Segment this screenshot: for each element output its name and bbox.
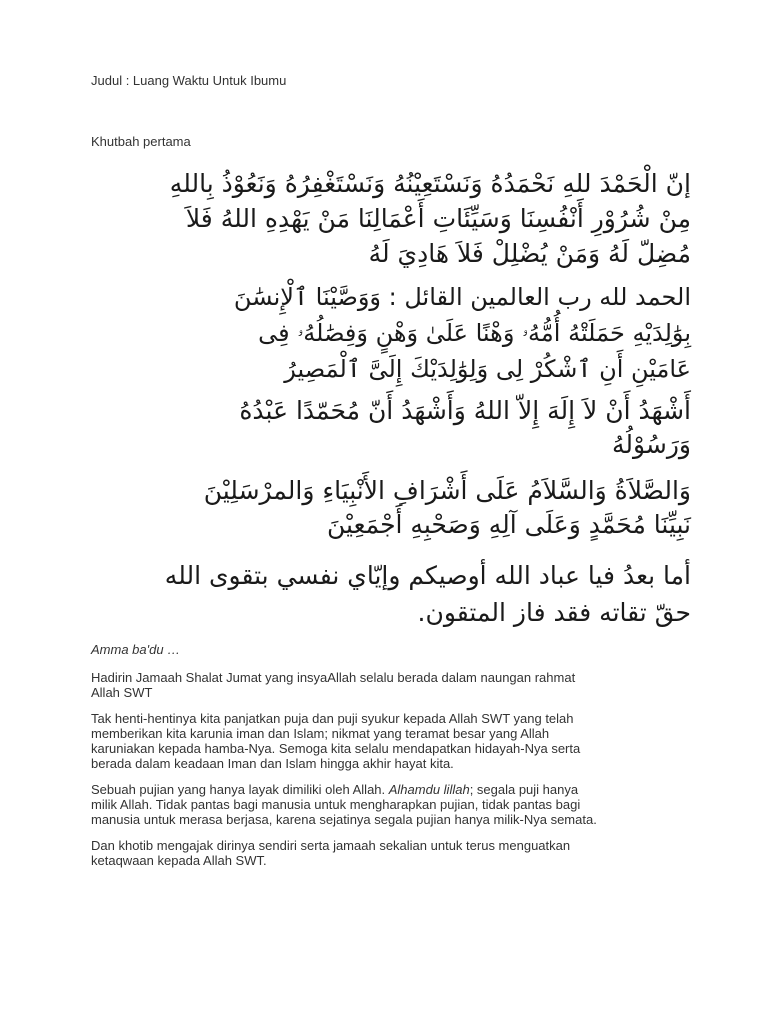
arabic-line: بِوَٰلِدَيْهِ حَمَلَتْهُ أُمُّهُۥ وَهْنًا عَلَىٰ وَهْنٍ وَفِصَٰلُهُۥ فِى <box>258 319 691 347</box>
paragraph-text: ; segala puji hanya <box>469 782 579 797</box>
paragraph-line: berada dalam keadaan Iman dan Islam hingga akhir hayat kita. <box>91 756 454 771</box>
paragraph-greeting <box>91 670 575 700</box>
arabic-line: الحمد لله رب العالمين القائل : وَوَصَّيْنَا ٱلْإِنسَٰنَ <box>233 283 691 311</box>
paragraph-text: Sebuah pujian yang hanya layak dimiliki oleh Allah. <box>91 782 389 797</box>
arabic-line: حقّ تقاته فقد فاز المتقون. <box>417 598 691 627</box>
arabic-line: وَالصَّلاَةُ وَالسَّلاَمُ عَلَى أَشْرَافِ الأَنْبِيَاءِ وَالمرْسَلِيْنَ <box>203 476 691 505</box>
arabic-line: عَامَيْنِ أَنِ ٱشْكُرْ لِى وَلِوَٰلِدَيْكَ إِلَىَّ ٱلْمَصِيرُ <box>284 355 691 383</box>
paragraph-line: Hadirin Jamaah Shalat Jumat yang insyaAllah selalu berada dalam naungan rahmat <box>91 670 576 685</box>
arabic-line: نَبِيِّنَا مُحَمَّدٍ وَعَلَى آلِهِ وَصَحْبِهِ أَجْمَعِيْنَ <box>327 510 691 539</box>
paragraph-line <box>91 782 597 797</box>
paragraph-line: memberikan kita karunia iman dan Islam; nikmat yang teramat besar yang Allah <box>91 726 550 741</box>
arabic-line: مُضِلّ لَهُ وَمَنْ يُضْلِلْ فَلاَ هَادِيَ لَهُ <box>368 239 691 268</box>
paragraph-line: ketaqwaan kepada Allah SWT. <box>91 853 267 868</box>
arabic-line: أما بعدُ فيا عباد الله أوصيكم وإيّاي نفسي بتقوى الله <box>164 561 691 590</box>
document-title: Judul : Luang Waktu Untuk Ibumu <box>91 73 287 88</box>
arabic-line: وَرَسُوْلُهُ <box>611 430 691 459</box>
arabic-line: مِنْ شُرُوْرِ أَنْفُسِنَا وَسَيِّئَاتِ أَعْمَالِنَا مَنْ يَهْدِهِ اللهُ فَلاَ <box>185 204 691 233</box>
paragraph-line: Allah SWT <box>91 685 153 700</box>
section-heading: Khutbah pertama <box>91 134 191 149</box>
paragraph-line: manusia untuk merasa berjasa, karena sejatinya segala pujian hanya milik-Nya semata. <box>91 812 597 827</box>
alhamdu-lillah-text: Alhamdu lillah <box>388 782 470 797</box>
arabic-quran-verse <box>92 279 691 387</box>
paragraph-line: karuniakan kepada hamba-Nya. Semoga kita selalu mendapatkan hidayah-Nya serta <box>91 741 581 756</box>
arabic-opening-praise <box>92 166 691 271</box>
paragraph-praise <box>91 782 597 827</box>
paragraph-line: Dan khotib mengajak dirinya sendiri serta jamaah sekalian untuk terus menguatkan <box>91 838 571 853</box>
arabic-shahada <box>92 394 691 462</box>
amma-badu-label: Amma ba'du … <box>91 642 181 657</box>
paragraph-line: Tak henti-hentinya kita panjatkan puja dan puji syukur kepada Allah SWT yang telah <box>91 711 574 726</box>
arabic-amma-bad <box>92 557 691 631</box>
paragraph-line: milik Allah. Tidak pantas bagi manusia untuk mengharapkan pujian, tidak pantas bagi <box>91 797 581 812</box>
paragraph-gratitude <box>91 711 580 771</box>
paragraph-closing <box>91 838 570 868</box>
arabic-line: إنّ الْحَمْدَ للهِ نَحْمَدُهُ وَنَسْتَعِيْنُهُ وَنَسْتَغْفِرُهُ وَنَعُوْذُ بِاللهِ <box>169 169 691 198</box>
arabic-salawat <box>92 474 691 542</box>
arabic-line: أَشْهَدُ أَنْ لاَ إِلَهَ إِلاّ اللهُ وَأَشْهَدُ أَنّ مُحَمّدًا عَبْدُهُ <box>239 396 691 425</box>
